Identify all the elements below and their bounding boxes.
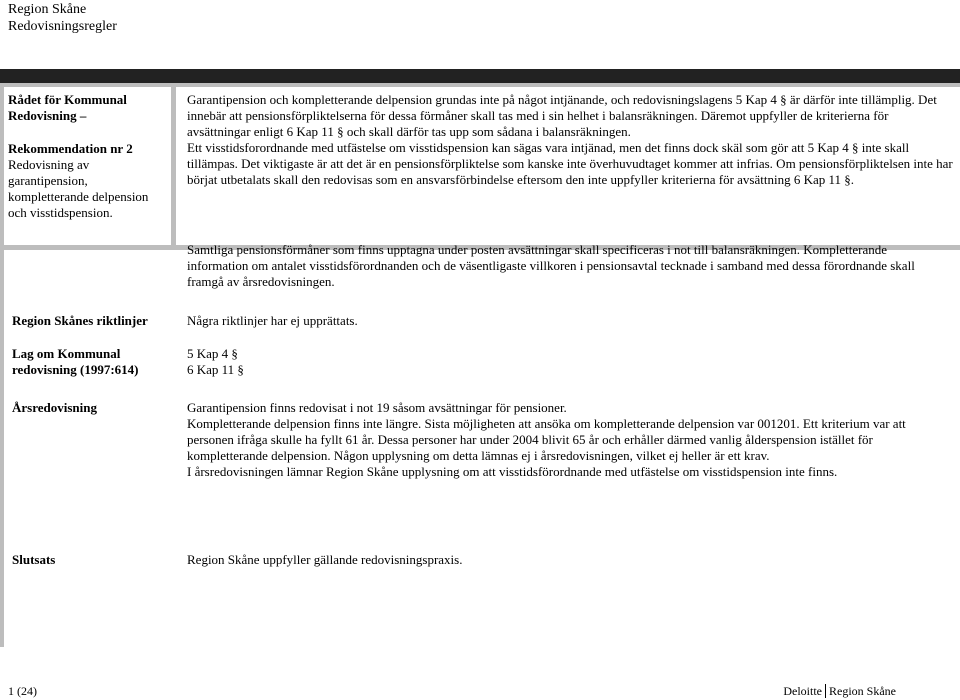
- header-title: Redovisningsregler: [8, 19, 117, 34]
- recommendation-title: Rekommendation nr 2: [8, 141, 133, 156]
- main-panel: [4, 242, 960, 647]
- conclusion-text: Region Skåne uppfyller gällande redovisningspraxis.: [187, 552, 463, 567]
- advice-panel: [4, 87, 171, 245]
- footer-brand: [783, 684, 896, 699]
- conclusion-label: Slutsats: [12, 552, 56, 567]
- law-ref-1: 5 Kap 4 §: [187, 346, 238, 361]
- document-header: [8, 1, 117, 35]
- guidelines-text: Några riktlinjer har ej upprättats.: [187, 313, 358, 328]
- intro-panel: [176, 87, 960, 245]
- law-label: Lag om Kommunal redovisning (1997:614): [12, 346, 139, 377]
- footer-separator: [825, 684, 826, 698]
- law-references: [187, 346, 947, 378]
- annual-report-paragraph-2: Kompletterande delpension finns inte längre. Sista möjligheten att ansöka om kompletterande delpension var 001201. Ett kriterium var att personen ifråga skulle ha fyllt 61 år. Dessa personer har under 2004 blivit 65 år och erhåller därmed vanlig ålderspension istället för kompletterande delpension. Någon upplysning om detta lämnas ej i årsredovisningen, vilket ej heller är ett krav.: [187, 416, 906, 463]
- annual-report-content: [187, 400, 947, 480]
- content-frame: [0, 83, 960, 647]
- recommendation-text: Redovisning av garantipension, kompletterande delpension och visstidspension.: [8, 157, 149, 220]
- page-number: 1 (24): [8, 684, 37, 698]
- top-bar: [0, 69, 960, 83]
- annual-report-paragraph-3: I årsredovisningen lämnar Region Skåne upplysning om att visstidsförordnande med utfästelse om visstidspension inte finns.: [187, 464, 838, 479]
- header-org: Region Skåne: [8, 2, 87, 17]
- guidelines-label: Region Skånes riktlinjer: [12, 313, 148, 328]
- intro-paragraph-3-text: Samtliga pensionsförmåner som finns upptagna under posten avsättningar skall specificeras i not till balansräkningen. Kompletterande information om antalet visstidsförordnanden och de väsentligaste villkoren i pensionsavtal tecknade i samband med dessa förordnande skall framgå av årsredovisningen.: [187, 242, 915, 289]
- intro-paragraph-1: Garantipension och kompletterande delpension grundas inte på något intjänande, och redovisningslagens 5 Kap 4 § är därför inte tillämplig. Det innebär att pensionsförpliktelserna för dessa förmåner skall tas med i sin helhet i balansräkningen. Däremot uppfyller de kriterierna för avsättningar enligt 6 Kap 11 § och skall därför tas upp som sådana i balansräkningen.: [187, 92, 937, 139]
- law-ref-2: 6 Kap 11 §: [187, 362, 244, 377]
- annual-report-label: Årsredovisning: [12, 400, 97, 415]
- intro-paragraph-3: [187, 242, 947, 290]
- advice-heading: Rådet för Kommunal Redovisning –: [8, 92, 127, 123]
- annual-report-paragraph-1: Garantipension finns redovisat i not 19 såsom avsättningar för pensioner.: [187, 400, 567, 415]
- footer-company: Deloitte: [783, 684, 822, 698]
- intro-paragraph-2: Ett visstidsforordnande med utfästelse om visstidspension kan sägas vara intjänad, men det finns dock skäl som gör att 5 Kap 4 § inte skall tillämpas. Det viktigaste är att det är en pensionsförpliktelse som kanske inte överhuvudtaget kommer att infrias. Om pensionsförpliktelsen inte har börjat utbetalats skall den redovisas som en ansvarsförbindelse eftersom den inte uppfyller kriterierna för avsättning 6 Kap 11 §.: [187, 140, 953, 187]
- footer-region: Region Skåne: [829, 684, 896, 698]
